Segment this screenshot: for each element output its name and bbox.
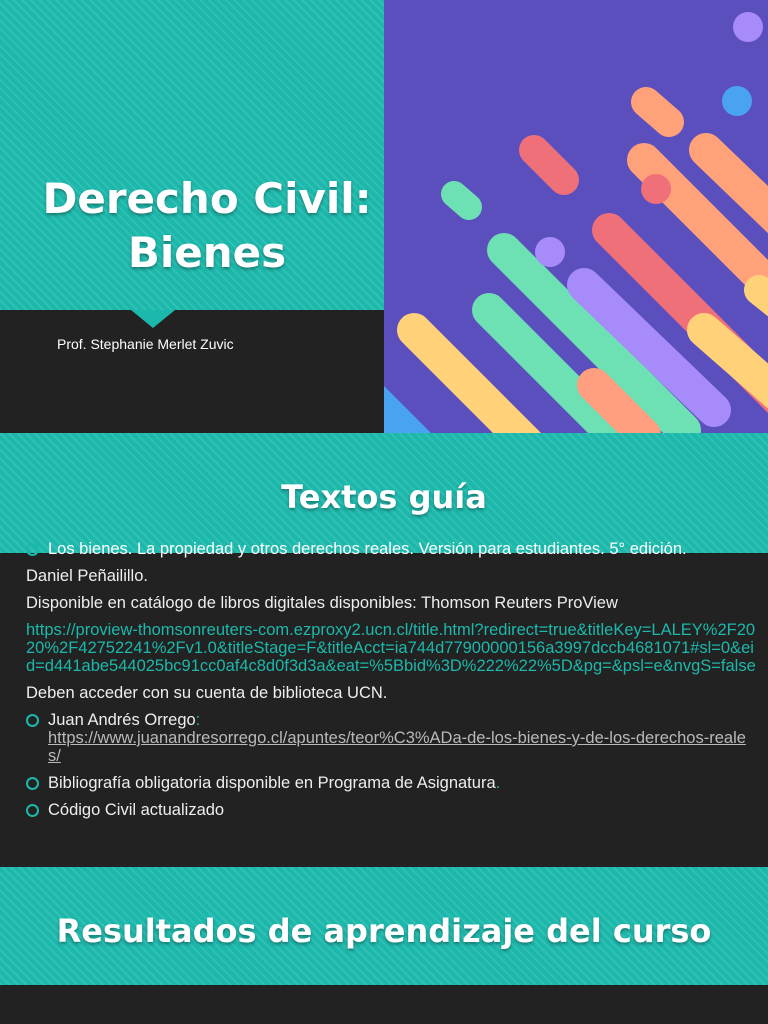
section-body-resultados (0, 985, 768, 1024)
bullet-ring-icon (26, 714, 39, 727)
list-item-author: Daniel Peñailillo. (26, 567, 148, 585)
list-item-text: Los bienes. La propiedad y otros derechos reales. Versión para estudiantes. 5° edición. (48, 540, 687, 558)
slide-title: Derecho Civil: Bienes (42, 174, 372, 277)
list-item (26, 774, 756, 792)
abstract-stripes-image (384, 0, 768, 433)
section-title-textos: Textos guía (281, 478, 487, 516)
list-item-text: Código Civil actualizado (48, 801, 225, 819)
list-item (26, 711, 756, 765)
proview-link[interactable]: https://proview-thomsonreuters-com.ezproxy2.ucn.cl/title.html?redirect=true&titleKey=LALEY%2F2020%2F42752241%2Fv1.0&titleStage=F&titleAcct=ia744d77900000156a3997dccb4681071#sl=0&eid=d441abe544025bc91cc0af4c8d0f3d3a&eat=%5Bbid%3D%222%22%5D&pg=&psl=e&nvgS=false (26, 621, 756, 675)
bullet-ring-icon (26, 543, 39, 556)
orrego-link[interactable]: https://www.juanandresorrego.cl/apuntes/teor%C3%ADa-de-los-bienes-y-de-los-derechos-reales/ (48, 729, 746, 765)
panel-notch (131, 310, 175, 328)
bullet-ring-icon (26, 777, 39, 790)
list-item (26, 540, 756, 558)
author-name: Prof. Stephanie Merlet Zuvic (57, 336, 234, 352)
list-item-availability: Disponible en catálogo de libros digitales disponibles: Thomson Reuters ProView (26, 594, 618, 612)
author-panel (0, 310, 384, 433)
colon-mark: : (195, 711, 201, 729)
decorative-art (384, 0, 768, 433)
bullet-ring-icon (26, 804, 39, 817)
list-item-text: Bibliografía obligatoria disponible en Programa de Asignatura (48, 774, 496, 792)
list-item (26, 801, 756, 819)
list-item-text: Juan Andrés Orrego (48, 711, 196, 729)
section-title-resultados: Resultados de aprendizaje del curso (56, 912, 712, 950)
title-slide (0, 0, 768, 433)
textos-guia-list (26, 540, 756, 828)
list-item-note: Deben acceder con su cuenta de biblioteca UCN. (26, 684, 388, 702)
period-mark: . (495, 774, 501, 792)
